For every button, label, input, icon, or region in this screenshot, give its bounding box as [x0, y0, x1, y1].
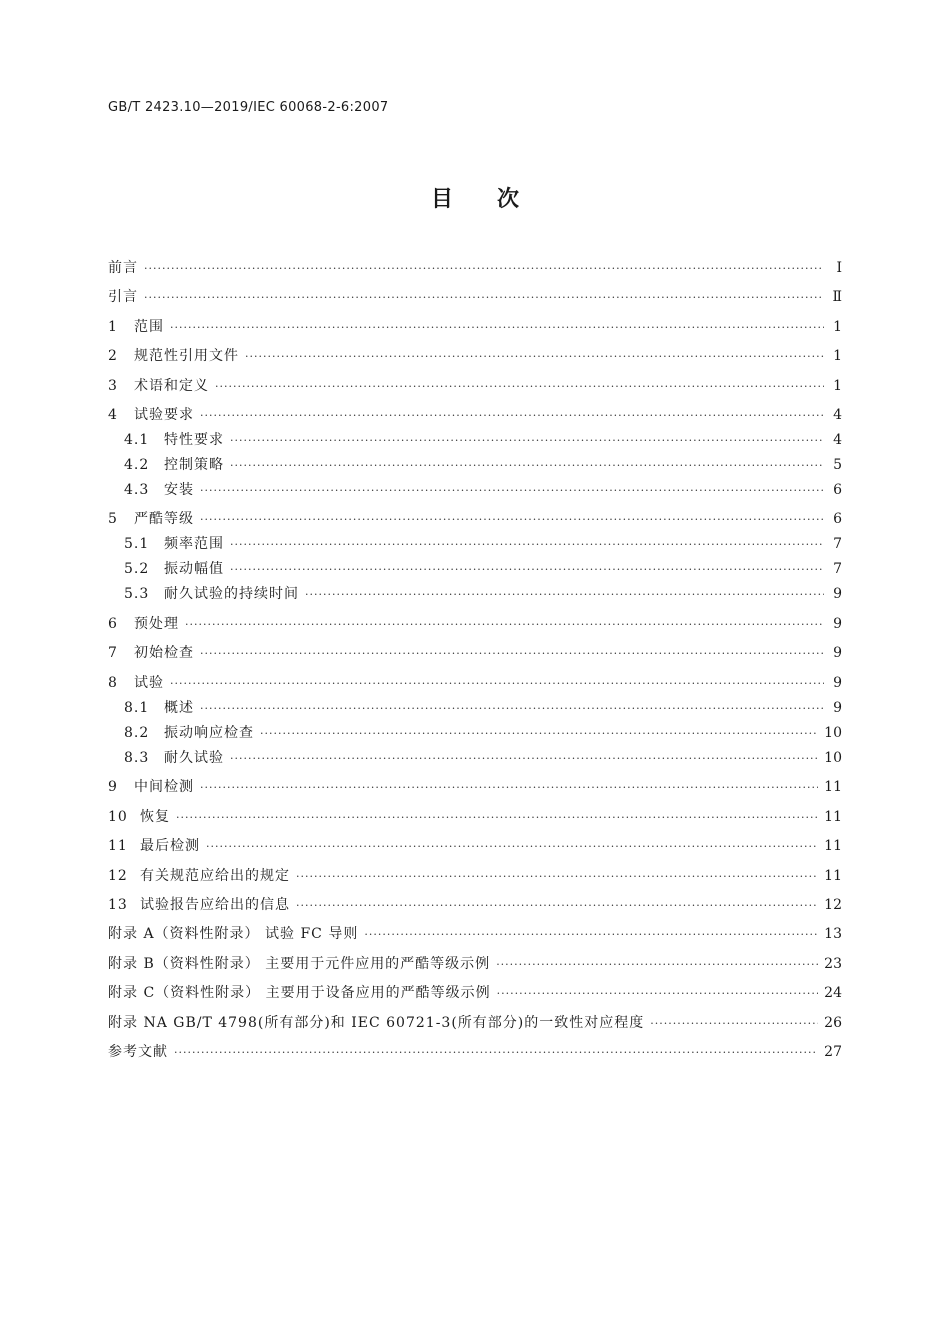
- toc-entry-number: 7: [108, 645, 118, 661]
- toc-entry-label: 附录 A（资料性附录） 试验 FC 导则: [108, 926, 359, 942]
- toc-leader-dots: [200, 776, 818, 800]
- toc-entry-number: 5.3: [124, 586, 150, 602]
- toc-entry-label: 特性要求: [164, 432, 224, 448]
- toc-entry-page: 10: [824, 725, 842, 741]
- toc-leader-dots: [215, 375, 824, 399]
- toc-entry-label: 引言: [108, 289, 138, 305]
- toc-entry-label: 严酷等级: [134, 511, 194, 527]
- toc-entry[interactable]: [108, 696, 842, 720]
- toc-entry-number: 9: [108, 779, 118, 795]
- toc-entry-label: 附录 C（资料性附录） 主要用于设备应用的严酷等级示例: [108, 985, 491, 1001]
- toc-entry-label: 安装: [164, 482, 194, 498]
- toc-leader-dots: [200, 479, 824, 503]
- toc-leader-dots: [305, 583, 824, 607]
- toc-entry-number: 4.1: [124, 432, 150, 448]
- toc-leader-dots: [245, 345, 824, 369]
- toc-entry-page: 1: [833, 319, 842, 335]
- toc-entry[interactable]: [108, 746, 842, 770]
- toc-entry-label: 振动幅值: [164, 561, 224, 577]
- toc-leader-dots: [185, 613, 824, 637]
- toc-leader-dots: [260, 722, 818, 746]
- toc-entry-page: 9: [833, 700, 842, 716]
- toc-entry-label: 耐久试验的持续时间: [164, 586, 299, 602]
- toc-entry-label: 最后检测: [140, 838, 200, 854]
- toc-entry-page: 4: [833, 407, 842, 423]
- toc-entry-page: 9: [833, 675, 842, 691]
- toc-leader-dots: [170, 672, 824, 696]
- toc-entry[interactable]: [108, 893, 842, 917]
- toc-entry-number: 5.2: [124, 561, 150, 577]
- toc-entry-page: 4: [833, 432, 842, 448]
- toc-entry-page: 11: [824, 779, 842, 795]
- toc-entry[interactable]: [108, 344, 842, 368]
- toc-entry[interactable]: [108, 478, 842, 502]
- standard-code-header: GB/T 2423.10—2019/IEC 60068-2-6:2007: [108, 100, 389, 115]
- toc-leader-dots: [230, 558, 824, 582]
- toc-leader-dots: [497, 982, 819, 1006]
- toc-entry[interactable]: [108, 671, 842, 695]
- toc-leader-dots: [144, 286, 824, 310]
- toc-entry-label: 振动响应检查: [164, 725, 254, 741]
- toc-entry-number: 1: [108, 319, 118, 335]
- toc-entry-label: 控制策略: [164, 457, 224, 473]
- toc-entry-page: 1: [833, 348, 842, 364]
- toc-entry-number: 3: [108, 378, 118, 394]
- toc-entry-page: 27: [824, 1044, 842, 1060]
- toc-entry-label: 附录 B（资料性附录） 主要用于元件应用的严酷等级示例: [108, 956, 491, 972]
- toc-entry-label: 中间检测: [134, 779, 194, 795]
- toc-entry-label: 试验: [134, 675, 164, 691]
- toc-entry-number: 8.2: [124, 725, 150, 741]
- toc-entry-number: 4.3: [124, 482, 150, 498]
- toc-entry[interactable]: [108, 834, 842, 858]
- toc-leader-dots: [296, 865, 818, 889]
- toc-entry[interactable]: [108, 315, 842, 339]
- toc-entry[interactable]: [108, 532, 842, 556]
- toc-entry-page: 13: [824, 926, 842, 942]
- toc-entry[interactable]: [108, 864, 842, 888]
- toc-entry[interactable]: [108, 922, 842, 946]
- toc-entry-page: Ⅰ: [836, 260, 842, 276]
- toc-leader-dots: [144, 257, 824, 281]
- toc-entry[interactable]: [108, 507, 842, 531]
- toc-entry-label: 预处理: [134, 616, 179, 632]
- toc-entry-label: 频率范围: [164, 536, 224, 552]
- toc-entry-number: 8.3: [124, 750, 150, 766]
- toc-entry-page: 10: [824, 750, 842, 766]
- toc-entry-page: 26: [824, 1015, 842, 1031]
- toc-entry-number: 4: [108, 407, 118, 423]
- toc-entry-page: 12: [824, 897, 842, 913]
- toc-entry-page: 6: [833, 511, 842, 527]
- toc-leader-dots: [200, 508, 824, 532]
- toc-leader-dots: [296, 894, 818, 918]
- toc-entry[interactable]: [108, 428, 842, 452]
- toc-entry-page: 11: [824, 868, 842, 884]
- toc-leader-dots: [174, 1041, 818, 1065]
- toc-entry[interactable]: [108, 641, 842, 665]
- toc-entry-number: 4.2: [124, 457, 150, 473]
- toc-entry-label: 耐久试验: [164, 750, 224, 766]
- toc-entry-page: 7: [833, 536, 842, 552]
- toc-leader-dots: [230, 454, 824, 478]
- toc-entry[interactable]: [108, 256, 842, 280]
- toc-leader-dots: [496, 953, 818, 977]
- toc-entry-page: 11: [824, 838, 842, 854]
- toc-entry-page: 7: [833, 561, 842, 577]
- toc-leader-dots: [200, 697, 824, 721]
- toc-entry-label: 范围: [134, 319, 164, 335]
- toc-entry-label: 试验报告应给出的信息: [140, 897, 290, 913]
- toc-entry[interactable]: [108, 374, 842, 398]
- toc-entry-page: 24: [824, 985, 842, 1001]
- toc-entry-page: 9: [833, 645, 842, 661]
- toc-entry-number: 8: [108, 675, 118, 691]
- toc-entry-label: 恢复: [140, 809, 170, 825]
- toc-entry[interactable]: [108, 612, 842, 636]
- toc-entry[interactable]: [108, 981, 842, 1005]
- toc-leader-dots: [176, 806, 818, 830]
- toc-entry-label: 初始检查: [134, 645, 194, 661]
- title-char-2: 次: [497, 187, 520, 212]
- toc-entry-number: 5.1: [124, 536, 150, 552]
- toc-entry-page: Ⅱ: [832, 289, 842, 305]
- toc-entry[interactable]: [108, 453, 842, 477]
- toc-entry-number: 8.1: [124, 700, 150, 716]
- title-char-1: 目: [430, 187, 453, 212]
- toc-entry[interactable]: [108, 557, 842, 581]
- toc-entry-label: 有关规范应给出的规定: [140, 868, 290, 884]
- toc-leader-dots: [230, 533, 824, 557]
- toc-entry-label: 概述: [164, 700, 194, 716]
- toc-entry[interactable]: [108, 403, 842, 427]
- toc-entry-label: 术语和定义: [134, 378, 209, 394]
- toc-leader-dots: [230, 747, 818, 771]
- toc-entry-label: 规范性引用文件: [134, 348, 239, 364]
- toc-entry[interactable]: [108, 952, 842, 976]
- toc-entry-page: 5: [833, 457, 842, 473]
- toc-entry[interactable]: [108, 805, 842, 829]
- toc-entry-page: 11: [824, 809, 842, 825]
- toc-leader-dots: [200, 404, 824, 428]
- toc-entry-number: 12: [108, 868, 128, 884]
- toc-entry-label: 试验要求: [134, 407, 194, 423]
- toc-entry-label: 参考文献: [108, 1044, 168, 1060]
- toc-entry[interactable]: [108, 721, 842, 745]
- page-title: [0, 182, 950, 213]
- toc-entry[interactable]: [108, 1040, 842, 1064]
- toc-entry-label: 前言: [108, 260, 138, 276]
- toc-entry-number: 2: [108, 348, 118, 364]
- toc-entry-number: 5: [108, 511, 118, 527]
- toc-entry-number: 6: [108, 616, 118, 632]
- toc-leader-dots: [170, 316, 824, 340]
- toc-entry-label: 附录 NA GB/T 4798(所有部分)和 IEC 60721-3(所有部分)的一致性对应程度: [108, 1015, 645, 1031]
- toc-entry-page: 9: [833, 616, 842, 632]
- toc-entry-page: 23: [824, 956, 842, 972]
- toc-leader-dots: [650, 1012, 818, 1036]
- toc-entry-page: 1: [833, 378, 842, 394]
- toc-entry-page: 6: [833, 482, 842, 498]
- toc-leader-dots: [230, 429, 824, 453]
- toc-entry[interactable]: [108, 775, 842, 799]
- toc-entry[interactable]: [108, 285, 842, 309]
- toc-leader-dots: [364, 923, 818, 947]
- toc-entry[interactable]: [108, 582, 842, 606]
- toc-entry-page: 9: [833, 586, 842, 602]
- toc-entry-number: 13: [108, 897, 128, 913]
- toc-entry[interactable]: [108, 1011, 842, 1035]
- toc-leader-dots: [206, 835, 818, 859]
- toc-entry-number: 11: [108, 838, 128, 854]
- toc-leader-dots: [200, 642, 824, 666]
- toc-entry-number: 10: [108, 809, 128, 825]
